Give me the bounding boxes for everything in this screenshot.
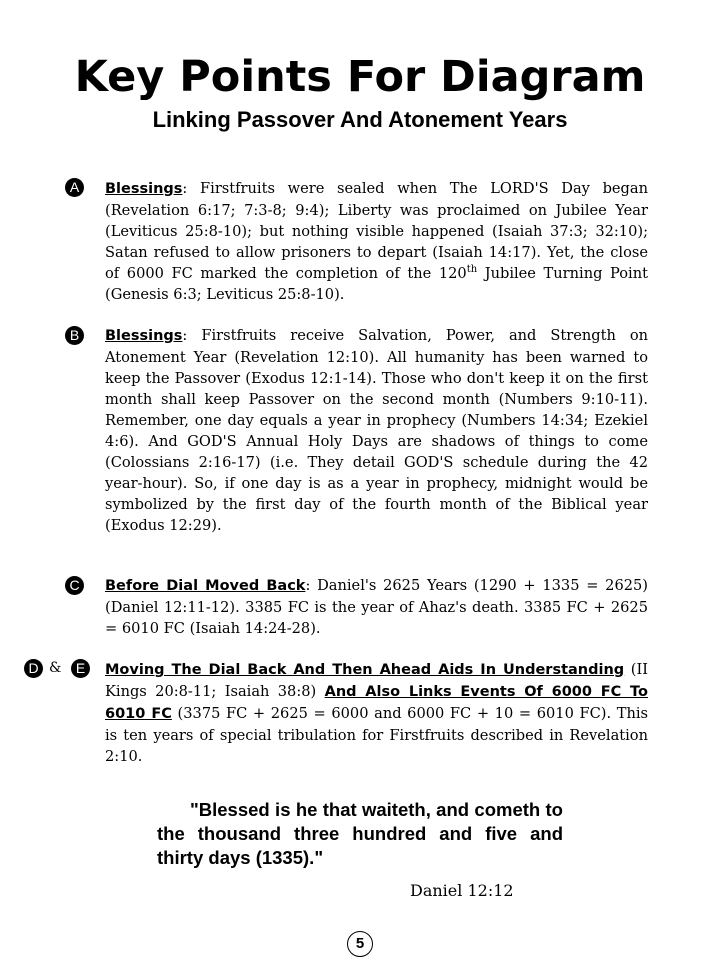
section-de-text: (II Kings 20:8-11; Isaiah 38:8) [105,661,648,700]
page-title: Key Points For Diagram [74,52,646,102]
section-a-colon: : [182,180,188,197]
section-a-heading: Blessings [105,181,183,197]
scripture-quote [157,798,563,870]
section-a-sup: th [466,264,478,276]
section-a [105,178,648,305]
section-c [105,575,648,639]
section-de-text-2: (3375 FC + 2625 = 6000 and 6000 FC + 10 = 6010 FC). This is ten years of special tribulation for Firstfruits described in Revelation 2:10. [105,705,648,765]
quote-text: "Blessed is he that waiteth, and cometh to the thousand three hundred and five and thirty days (1335)." [157,799,563,868]
section-c-text: Daniel's 2625 Years (1290 + 1335 = 2625) (Daniel 12:11-12). 3385 FC is the year of Ahaz's death. 3385 FC + 2625 = 6010 FC (Isaiah 14:24-28). [105,577,648,637]
section-b-colon: : [182,327,188,344]
section-b [105,325,648,536]
section-de [105,659,648,767]
quote-reference: Daniel 12:12 [410,881,514,900]
section-de-heading: Moving The Dial Back And Then Ahead Aids In Understanding [105,662,625,678]
badge-d: D [24,659,43,678]
section-a-text-2: Jubilee Turning Point (Genesis 6:3; Leviticus 25:8-10). [105,265,648,303]
badge-e: E [71,659,90,678]
section-b-heading: Blessings [105,328,183,344]
page-subtitle: Linking Passover And Atonement Years [152,107,568,132]
section-c-colon: : [305,577,311,594]
badge-c: C [65,576,84,595]
page-number: 5 [347,931,373,957]
section-c-heading: Before Dial Moved Back [105,578,306,594]
badge-a: A [65,178,84,197]
badge-b: B [65,326,84,345]
section-de-heading-2: And Also Links Events Of 6000 FC To 6010 FC [105,684,648,722]
ampersand: & [49,660,62,676]
section-a-text: Firstfruits were sealed when The LORD'S Day began (Revelation 6:17; 7:3-8; 9:4); Liberty was proclaimed on Jubilee Year (Leviticus 25:8-10); but nothing visible happened (Isaiah 37:3; 32:10); Satan refused to allow prisoners to depart (Isaiah 14:17). Yet, the close of 6000 FC marked the completion of the 120 [105,180,648,282]
section-b-text: Firstfruits receive Salvation, Power, and Strength on Atonement Year (Revelation 12:10). All humanity has been warned to keep the Passover (Exodus 12:1-14). Those who don't keep it on the first month shall keep Passover on the second month (Numbers 9:10-11). Remember, one day equals a year in prophecy (Numbers 14:34; Ezekiel 4:6). And GOD'S Annual Holy Days are shadows of things to come (Colossians 2:16-17) (i.e. They detail GOD'S schedule during the 42 year-hour). So, if one day is as a year in prophecy, midnight would be symbolized by the first day of the fourth month of the Biblical year (Exodus 12:29). [105,327,649,534]
